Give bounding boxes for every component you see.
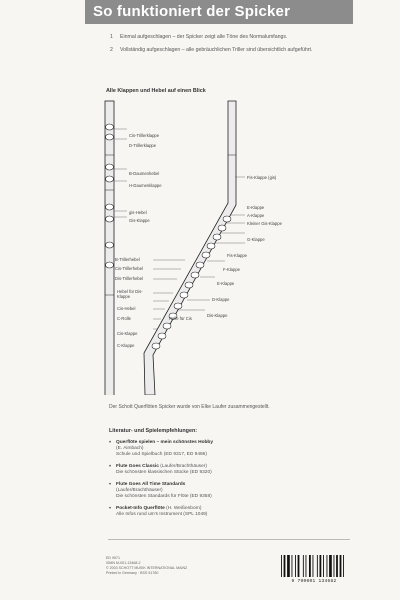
- barcode-bar: [313, 555, 314, 577]
- figure-label: Rolle für Cis: [169, 316, 192, 321]
- figure-label: G-Klappe: [247, 237, 265, 242]
- barcode-bar: [281, 555, 282, 577]
- figure-title: Alle Klappen und Hebel auf einen Blick: [106, 88, 206, 94]
- credit-text: Der Schott Querflöten Spicker wurde von Elke Laufer zusammengestellt.: [109, 404, 270, 410]
- figure-label: Cis-Klappe: [117, 331, 138, 336]
- list-item: [109, 464, 349, 476]
- divider: [108, 539, 350, 540]
- imprint: [106, 556, 187, 576]
- book-title: Flute Goes All Time Standards: [116, 482, 186, 487]
- instruction-step: [110, 47, 350, 54]
- list-item: [109, 506, 349, 518]
- barcode-bar: [327, 555, 328, 577]
- literature-list: [109, 440, 349, 524]
- figure-label: Cis-Hebel: [117, 306, 136, 311]
- figure-label: gis-Hebel: [129, 210, 147, 215]
- imprint-line: © 2003 SCHOTT MUSIK INTERNATIONAL MAINZ: [106, 566, 188, 570]
- list-item: [109, 440, 349, 458]
- barcode-bar: [329, 555, 332, 577]
- figure-label: Dis-Klappe: [207, 313, 228, 318]
- book-description: Schule und Spielbuch (ED 9317, ED 9486): [116, 452, 207, 457]
- figure-label: B-Daumenhebel: [129, 171, 160, 176]
- barcode-bar: [298, 555, 300, 577]
- figure-label: D-Klappe: [212, 297, 230, 302]
- diagonal-flute: [144, 101, 248, 395]
- flute-figure: [95, 95, 355, 395]
- barcode-bar: [306, 555, 307, 577]
- barcode-bar: [303, 555, 304, 577]
- figure-label: F-Klappe: [223, 267, 240, 272]
- figure-label: Fis-Klappe (gis): [247, 175, 277, 180]
- barcode-bar: [287, 555, 290, 577]
- book-description: Die schönsten Standards für Flöte (ED 9358): [116, 494, 212, 499]
- imprint-line: Printed in Germany · BSS 51780: [106, 571, 159, 575]
- list-item: [109, 482, 349, 500]
- barcode-bar: [323, 555, 324, 577]
- barcode-bar: [309, 555, 311, 577]
- figure-label: C-Klappe: [117, 343, 135, 348]
- book-author: (Laufer/Brachthäuser): [160, 464, 207, 469]
- book-author: (E. Aimbach): [116, 446, 144, 451]
- vertical-flute: [105, 101, 127, 395]
- book-author: (H. Weißenborn): [166, 506, 202, 511]
- instruction-list: [110, 34, 350, 60]
- instruction-step: [110, 34, 350, 41]
- figure-label: A-Klappe: [247, 213, 265, 218]
- barcode-bar: [292, 555, 293, 577]
- barcode-number: 9 790001 134682: [291, 579, 337, 584]
- barcode-bar: [284, 555, 286, 577]
- page-title: So funktioniert der Spicker: [85, 0, 353, 24]
- figure-label: E-Klappe: [217, 281, 235, 286]
- step-text: Einmal aufgeschlagen – der Spicker zeigt alle Töne des Normalumfangs.: [120, 34, 288, 40]
- barcode-bar: [340, 555, 342, 577]
- imprint-line: ED 9571: [106, 556, 120, 560]
- bullet-icon: •: [109, 506, 112, 512]
- bullet-icon: •: [109, 464, 112, 470]
- barcode-bar: [317, 555, 318, 577]
- barcode-icon: [279, 555, 349, 579]
- book-title: Pocket-Info Querflöte: [116, 506, 165, 511]
- figure-label: Kleiner Gis-Klappe: [247, 221, 282, 226]
- imprint-line: ISMN M-001-13468-2: [106, 561, 141, 565]
- figure-label: Gis-Klappe: [129, 218, 150, 223]
- bullet-icon: •: [109, 482, 112, 488]
- figure-label: Fis-Klappe: [227, 253, 248, 258]
- figure-label: Cis-Trillerhebel: [115, 266, 143, 271]
- book-title: Flute Goes Classic: [116, 464, 159, 469]
- book-description: Die schönsten klassischen Stücke (ED 9320): [116, 470, 212, 475]
- barcode-bar: [343, 555, 344, 577]
- book-author: (Laufer/Brachthäuser): [116, 488, 163, 493]
- barcode-bar: [295, 555, 296, 577]
- figure-label: Hebel für Dis-Klappe: [117, 289, 143, 299]
- flute-illustration: [95, 95, 355, 395]
- step-text: Vollständig aufgeschlagen – alle gebräuchlichen Triller sind übersichtlich aufgeführt.: [120, 47, 313, 53]
- figure-label: C-Rolle: [117, 316, 131, 321]
- figure-label: H-Daumenklappe: [129, 183, 162, 188]
- figure-label: D-Trillerklappe: [129, 143, 157, 148]
- figure-label: Cis-Trillerklappe: [129, 133, 160, 138]
- book-description: Alle Infos rund um's Instrument (SPL 1049): [116, 512, 208, 517]
- step-number: 1: [110, 34, 113, 40]
- barcode: [279, 555, 349, 587]
- literature-title: Literatur- und Spielempfehlungen:: [109, 428, 198, 434]
- figure-label: Dis-Trillerhebel: [115, 276, 143, 281]
- step-number: 2: [110, 47, 113, 53]
- figure-label: B-Trillerhebel: [115, 257, 140, 262]
- barcode-bar: [320, 555, 322, 577]
- barcode-bar: [334, 555, 335, 577]
- figure-label: E-Klappe: [247, 205, 265, 210]
- book-title: Querflöte spielen – mein schönstes Hobby: [116, 440, 214, 445]
- bullet-icon: •: [109, 440, 112, 446]
- barcode-bar: [336, 555, 338, 577]
